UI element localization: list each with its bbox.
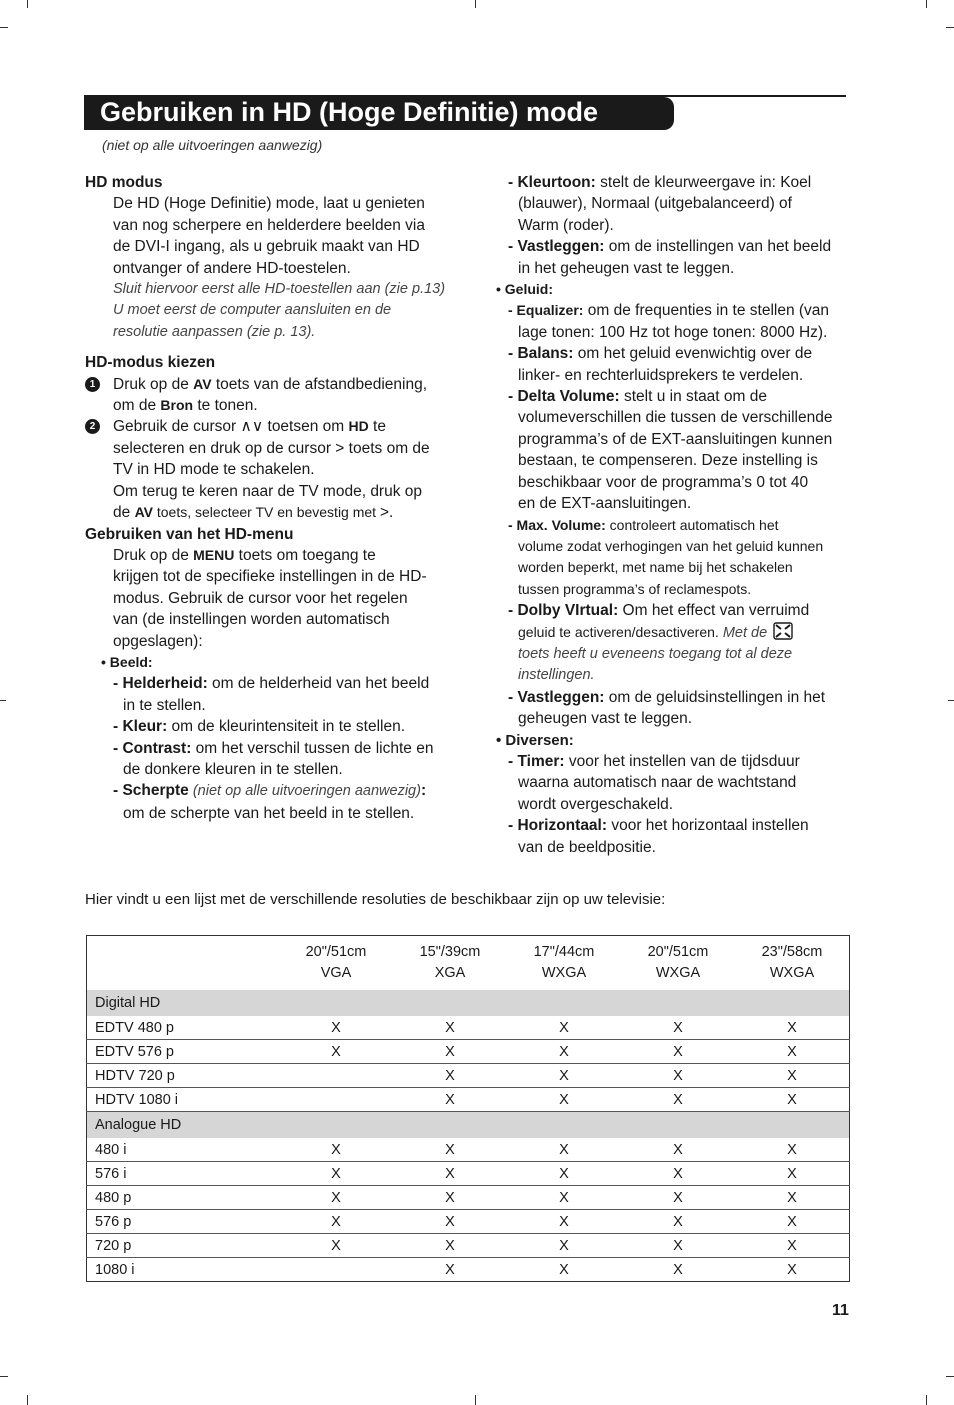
- support-cell: X: [787, 1261, 797, 1278]
- text: toets van de afstandbediening,: [211, 375, 428, 393]
- support-cell: X: [735, 1234, 850, 1258]
- text: te tonen.: [193, 397, 258, 415]
- text-line: tussen programma’s of reclamespots.: [518, 580, 752, 597]
- av-key-label: AV: [193, 375, 212, 392]
- kleur-item: [85, 716, 460, 737]
- crop-mark: [0, 27, 8, 28]
- item-label: - Balans:: [508, 345, 574, 363]
- support-cell: X: [279, 1210, 393, 1234]
- text-line: modus. Gebruik de cursor voor het regelen: [113, 589, 408, 607]
- header-cell: [279, 936, 393, 991]
- support-cell: [279, 1064, 393, 1088]
- text-line: in te stellen.: [123, 696, 206, 714]
- header-cell: [735, 936, 850, 991]
- diversen-bullet: • Diversen:: [496, 731, 574, 749]
- text: geluid te activeren/desactiveren.: [518, 623, 719, 640]
- text: toets, selecteer TV en bevestig met: [152, 504, 380, 521]
- support-cell: X: [559, 1261, 569, 1278]
- row-label: HDTV 1080 i: [95, 1091, 179, 1108]
- item-label: - Vastleggen:: [508, 238, 605, 256]
- column-mode: XGA: [434, 965, 466, 981]
- text: .: [389, 504, 394, 522]
- table-row: [87, 1016, 850, 1040]
- section-row-analogue: [87, 1112, 850, 1139]
- text: om het geluid evenwichtig over de: [573, 345, 813, 363]
- crop-mark: [0, 1376, 8, 1377]
- left-column: [85, 172, 460, 824]
- support-cell: X: [621, 1210, 735, 1234]
- step-1: [85, 374, 460, 417]
- row-label: 480 i: [87, 1138, 280, 1162]
- column-size: 17"/44cm: [533, 944, 595, 960]
- item-label: - Contrast:: [113, 739, 192, 757]
- max-volume-item: [496, 515, 856, 601]
- column-mode: VGA: [320, 965, 352, 981]
- crop-mark: [948, 700, 954, 701]
- item-label: - Kleur:: [113, 718, 168, 736]
- item-label: - Dolby VIrtual:: [508, 602, 619, 620]
- hd-modus-text: [85, 193, 460, 343]
- note: Met de: [718, 624, 772, 641]
- header-cell: [621, 936, 735, 991]
- note-line: toets heeft u eveneens toegang tot al deze: [518, 645, 793, 662]
- horizontaal-item: [496, 815, 856, 858]
- text: voor het horizontaal instellen: [607, 817, 809, 835]
- support-cell: X: [735, 1040, 850, 1064]
- crop-mark: [0, 700, 6, 701]
- text: te: [368, 418, 386, 436]
- support-cell: X: [279, 1162, 393, 1186]
- support-cell: X: [279, 1234, 393, 1258]
- note: (niet op alle uitvoeringen aanwezig): [188, 783, 421, 800]
- text: voor het instellen van de tijdsduur: [564, 752, 800, 770]
- row-label: EDTV 576 p: [87, 1040, 280, 1064]
- text-line: van (de instellingen worden automatisch: [113, 611, 390, 629]
- text-line: bestaan, te compenseren. Deze instelling is: [518, 452, 818, 470]
- support-cell: X: [735, 1138, 850, 1162]
- support-cell: X: [393, 1186, 507, 1210]
- text: :: [420, 782, 427, 800]
- text-line: beschikbaar voor de programma’s 0 tot 40: [518, 473, 809, 491]
- support-cell: X: [393, 1064, 507, 1088]
- cursor-right-icon: >: [335, 439, 345, 457]
- header-cell-empty: [87, 936, 280, 991]
- text: stelt u in staat om de: [619, 388, 767, 406]
- av-key-label: AV: [134, 504, 153, 521]
- text: toets om toegang te: [234, 546, 376, 564]
- support-cell: X: [787, 1091, 797, 1108]
- column-size: 20"/51cm: [305, 944, 367, 960]
- title-bar: [84, 97, 674, 130]
- cursor-up-down-icon: ∧∨: [240, 418, 264, 436]
- item-label: - Scherpte: [113, 782, 189, 800]
- column-size: 20"/51cm: [647, 944, 709, 960]
- text: selecteren en druk op de cursor: [113, 439, 336, 457]
- support-cell: X: [279, 1186, 393, 1210]
- row-label: 1080 i: [95, 1261, 135, 1278]
- text-line: TV in HD mode te schakelen.: [113, 461, 315, 479]
- support-cell: X: [621, 1186, 735, 1210]
- text-line: van de beeldpositie.: [518, 838, 656, 856]
- text-line: geheugen vast te leggen.: [518, 710, 693, 728]
- analogue-rows: [87, 1138, 850, 1282]
- balans-item: [496, 343, 856, 386]
- text: om de helderheid van het beeld: [207, 675, 430, 693]
- beeld-bullet: • Beeld:: [101, 653, 153, 670]
- support-cell: X: [735, 1016, 850, 1040]
- support-cell: X: [279, 1138, 393, 1162]
- text-line: Warm (roder).: [518, 216, 614, 234]
- right-column: [496, 172, 856, 858]
- table-row: [87, 1258, 850, 1282]
- text-line: programma’s of de EXT-aansluitingen kunnen: [518, 430, 833, 448]
- text-line: ontvanger of andere HD-toestelen.: [113, 259, 351, 277]
- step-number-icon: 2: [85, 419, 100, 434]
- step-number-icon: 1: [85, 377, 100, 392]
- item-label: - Timer:: [508, 752, 565, 770]
- column-size: 15"/39cm: [419, 944, 481, 960]
- kiezen-heading: HD-modus kiezen: [85, 354, 216, 372]
- support-cell: X: [507, 1186, 621, 1210]
- section-label: Digital HD: [87, 990, 850, 1016]
- text-line: wordt overgeschakeld.: [518, 795, 674, 813]
- table-row: [87, 1234, 850, 1258]
- table-row: [87, 1040, 850, 1064]
- text: om de frequenties in te stellen (van: [583, 302, 830, 320]
- support-cell: X: [621, 1162, 735, 1186]
- column-mode: WXGA: [541, 965, 587, 981]
- crop-mark: [926, 1395, 927, 1405]
- crop-mark: [475, 1395, 476, 1405]
- text-line: en de EXT-aansluitingen.: [518, 495, 692, 513]
- support-cell: X: [507, 1234, 621, 1258]
- support-cell: X: [393, 1040, 507, 1064]
- text-line: (blauwer), Normaal (uitgebalanceerd) of: [518, 195, 792, 213]
- row-label: 720 p: [87, 1234, 280, 1258]
- text: om het verschil tussen de lichte en: [191, 739, 434, 757]
- support-cell: X: [621, 1064, 735, 1088]
- text-line: de donkere kleuren in te stellen.: [123, 760, 343, 778]
- support-cell: X: [735, 1162, 850, 1186]
- support-cell: X: [507, 1016, 621, 1040]
- table-row: [87, 1088, 850, 1112]
- crop-mark: [946, 27, 954, 28]
- support-cell: X: [279, 1016, 393, 1040]
- support-cell: X: [507, 1040, 621, 1064]
- support-cell: X: [507, 1162, 621, 1186]
- item-label: - Equalizer:: [508, 302, 584, 319]
- row-label: EDTV 480 p: [87, 1016, 280, 1040]
- support-cell: X: [673, 1091, 683, 1108]
- support-cell: X: [559, 1091, 569, 1108]
- cursor-right-icon: >: [379, 504, 390, 522]
- support-cell: X: [621, 1016, 735, 1040]
- menu-heading: Gebruiken van het HD-menu: [85, 525, 294, 543]
- note-line: resolutie aanpassen (zie p. 13).: [113, 323, 316, 340]
- menu-key-label: MENU: [193, 546, 235, 563]
- text-line: worden beperkt, met name bij het schakelen: [518, 559, 793, 576]
- text-line: volume zodat verhogingen van het geluid kunnen: [518, 537, 824, 554]
- dolby-virtual-item: [496, 600, 856, 687]
- kleurtoon-item: [496, 172, 856, 236]
- support-cell: X: [393, 1016, 507, 1040]
- resolution-table: [86, 935, 850, 1282]
- vastleggen-beeld-item: [496, 236, 856, 279]
- availability-note: (niet op alle uitvoeringen aanwezig): [102, 137, 323, 153]
- support-cell: X: [393, 1210, 507, 1234]
- item-label: - Helderheid:: [113, 675, 208, 693]
- support-cell: X: [279, 1040, 393, 1064]
- crop-mark: [946, 1376, 954, 1377]
- text-line: lage tonen: 100 Hz tot hoge tonen: 8000 Hz).: [518, 323, 828, 341]
- support-cell: X: [673, 1261, 683, 1278]
- support-cell: [279, 1258, 393, 1282]
- row-label: 480 p: [87, 1186, 280, 1210]
- text-line: linker- en rechterluidsprekers te verdelen.: [518, 366, 804, 384]
- support-cell: X: [621, 1138, 735, 1162]
- hd-label: HD: [348, 418, 369, 435]
- row-label: 576 p: [87, 1210, 280, 1234]
- item-label: - Kleurtoon:: [508, 174, 596, 191]
- column-mode: WXGA: [655, 965, 701, 981]
- note-line: U moet eerst de computer aansluiten en de: [113, 302, 392, 319]
- contrast-item: [85, 738, 460, 781]
- text-line: om de scherpte van het beeld in te stellen.: [123, 804, 415, 822]
- crop-mark: [926, 0, 927, 8]
- support-cell: X: [393, 1234, 507, 1258]
- support-cell: X: [735, 1186, 850, 1210]
- section-row-digital: [87, 990, 850, 1016]
- support-cell: X: [445, 1091, 455, 1108]
- column-size: 23"/58cm: [761, 944, 823, 960]
- support-cell: X: [621, 1234, 735, 1258]
- text-line: opgeslagen):: [113, 632, 203, 650]
- header-cell: [507, 936, 621, 991]
- text: toets om de: [344, 439, 430, 457]
- crop-mark: [27, 1395, 28, 1405]
- text: Om het effect van verruimd: [618, 602, 810, 620]
- text: Gebruik de cursor: [113, 418, 241, 436]
- page-title: Gebruiken in HD (Hoge Definitie) mode: [100, 97, 599, 127]
- crop-mark: [27, 0, 28, 8]
- text-line: de DVI-I ingang, als u gebruik maakt van HD: [113, 238, 420, 256]
- support-cell: X: [393, 1138, 507, 1162]
- note-line: Sluit hiervoor eerst alle HD-toestellen aan (zie p.13): [113, 281, 446, 298]
- item-label: - Vastleggen:: [508, 688, 605, 706]
- table-row: [87, 1162, 850, 1186]
- menu-text: [85, 545, 460, 652]
- text-line: van nog scherpere en helderdere beelden via: [113, 216, 425, 234]
- text: Druk op de: [113, 546, 194, 564]
- text-line: volumeverschillen die tussen de verschillende: [518, 409, 833, 427]
- geluid-bullet: • Geluid:: [496, 281, 554, 298]
- text-line: waarna automatisch naar de wachtstand: [518, 774, 797, 792]
- surround-key-icon: [773, 622, 793, 640]
- text-line: Om terug te keren naar de TV mode, druk op: [113, 482, 423, 500]
- bron-label: Bron: [160, 397, 194, 414]
- text: de: [113, 504, 135, 522]
- support-cell: X: [445, 1261, 455, 1278]
- support-cell: X: [393, 1162, 507, 1186]
- section-label: Analogue HD: [87, 1112, 850, 1139]
- text-line: in het geheugen vast te leggen.: [518, 259, 735, 277]
- table-row: [87, 1064, 850, 1088]
- table-header-row: [87, 936, 850, 991]
- table-row: [87, 1210, 850, 1234]
- page-number: 11: [832, 1302, 849, 1319]
- helderheid-item: [85, 673, 460, 716]
- support-cell: X: [621, 1040, 735, 1064]
- hd-modus-heading: HD modus: [85, 174, 163, 191]
- table-row: [87, 1138, 850, 1162]
- timer-item: [496, 751, 856, 815]
- item-label: - Delta Volume:: [508, 388, 620, 406]
- support-cell: X: [735, 1064, 850, 1088]
- support-cell: X: [507, 1138, 621, 1162]
- equalizer-item: [496, 300, 856, 343]
- text: om de: [113, 397, 161, 415]
- text-line: De HD (Hoge Definitie) mode, laat u genieten: [113, 195, 425, 213]
- header-cell: [393, 936, 507, 991]
- text: controleert automatisch het: [605, 516, 779, 533]
- text: om de geluidsinstellingen in het: [604, 688, 826, 706]
- digital-rows: [87, 1016, 850, 1112]
- crop-mark: [475, 0, 476, 8]
- text: stelt de kleurweergave in: Koel: [595, 174, 812, 191]
- note-line: instellingen.: [518, 667, 595, 684]
- vastleggen-geluid-item: [496, 687, 856, 730]
- scherpte-item: [85, 780, 460, 824]
- text: om de kleurintensiteit in te stellen.: [167, 718, 406, 736]
- row-label: 576 i: [87, 1162, 280, 1186]
- text: Druk op de: [113, 375, 194, 393]
- column-mode: WXGA: [769, 965, 815, 981]
- support-cell: X: [735, 1210, 850, 1234]
- support-cell: X: [507, 1210, 621, 1234]
- support-cell: X: [507, 1064, 621, 1088]
- support-cell: [279, 1088, 393, 1112]
- table-row: [87, 1186, 850, 1210]
- delta-volume-item: [496, 386, 856, 514]
- text-line: krijgen tot de specifieke instellingen in de HD-: [113, 568, 427, 586]
- item-label: - Max. Volume:: [508, 516, 606, 533]
- row-label: HDTV 720 p: [87, 1064, 280, 1088]
- step-2: [85, 416, 460, 523]
- table-intro: Hier vindt u een lijst met de verschillende resoluties de beschikbaar zijn op uw televisie:: [85, 891, 666, 908]
- text: toetsen om: [263, 418, 349, 436]
- item-label: - Horizontaal:: [508, 817, 608, 835]
- text: om de instellingen van het beeld: [604, 238, 832, 256]
